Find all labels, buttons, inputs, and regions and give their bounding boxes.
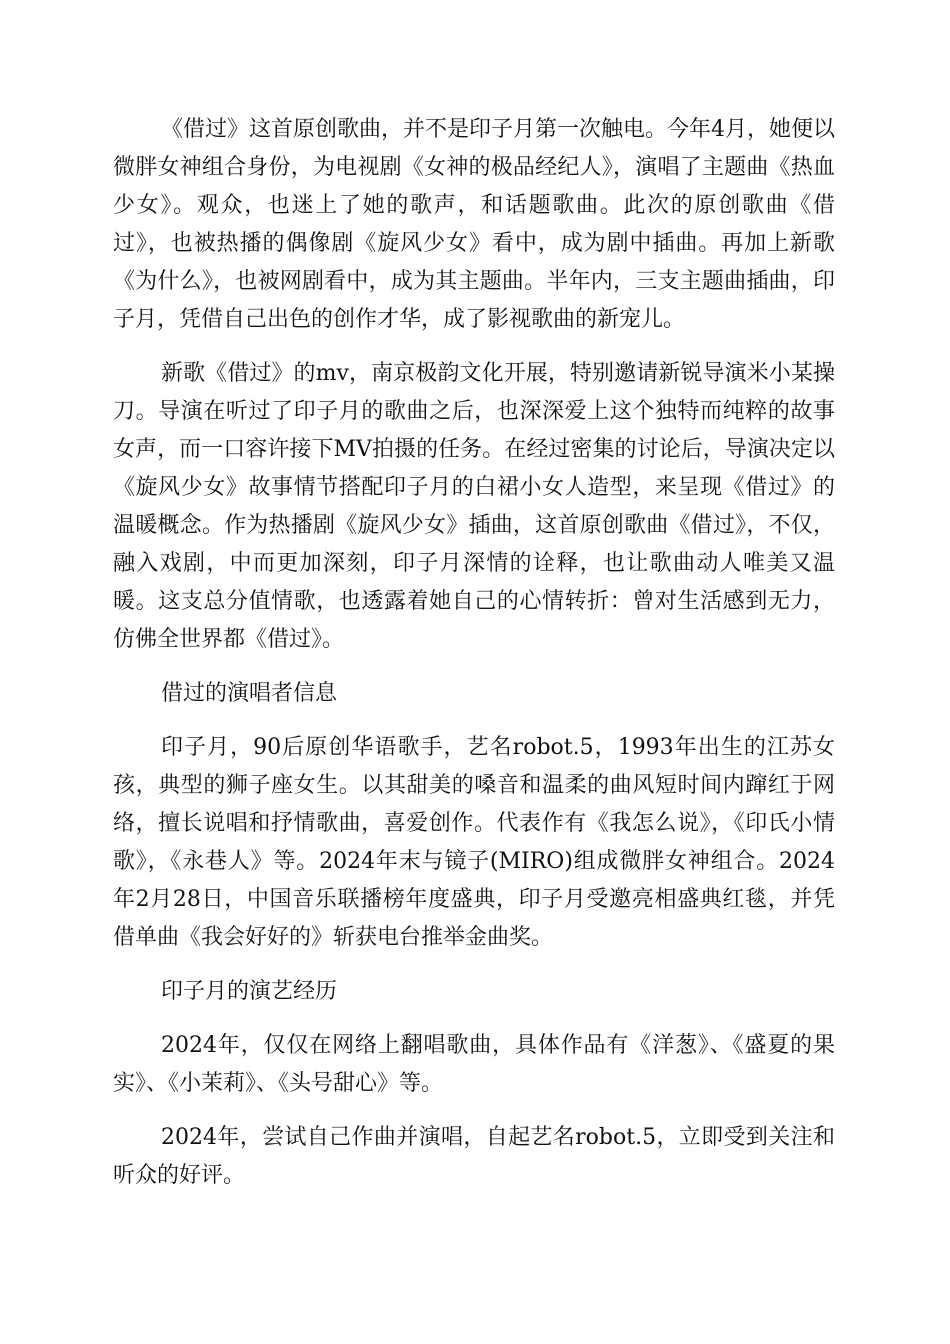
section-heading-career: 印子月的演艺经历 [161, 979, 338, 1004]
paragraph-career-covers: 2024年，仅仅在网络上翻唱歌曲，具体作品有《洋葱》、《盛夏的果实》、《小茉莉》、《头号甜心》等。 [113, 1033, 835, 1096]
paragraph-song-intro: 《借过》这首原创歌曲，并不是印子月第一次触电。今年4月，她便以微胖女神组合身份，为电视剧《女神的极品经纪人》，演唱了主题曲《热血少女》。观众，也迷上了她的歌声，和话题歌曲。此次的原创歌曲《借过》，也被热播的偶像剧《旋风少女》看中，成为剧中插曲。再加上新歌《为什么》，也被网剧看中，成为其主题曲。半年内，三支主题曲插曲，印子月，凭借自己出色的创作才华，成了影视歌曲的新宠儿。 [113, 117, 835, 332]
paragraph-mv-description: 新歌《借过》的mv，南京极韵文化开展，特别邀请新锐导演米小某操刀。导演在听过了印子月的歌曲之后，也深深爱上这个独特而纯粹的故事女声，而一口容许接下MV拍摄的任务。在经过密集的讨论后，导演决定以《旋风少女》故事情节搭配印子月的白裙小女人造型，来呈现《借过》的温暖概念。作为热播剧《旋风少女》插曲，这首原创歌曲《借过》，不仅，融入戏剧，中而更加深刻，印子月深情的诠释，也让歌曲动人唯美又温暖。这支总分值情歌，也透露着她自己的心情转折：曾对生活感到无力，仿佛全世界都《借过》。 [113, 361, 835, 652]
paragraph-singer-bio: 印子月，90后原创华语歌手，艺名robot.5，1993年出生的江苏女孩，典型的狮子座女生。以其甜美的嗓音和温柔的曲风短时间内蹿红于网络，擅长说唱和抒情歌曲，喜爱创作。代表作有《我怎么说》，《印氏小情歌》，《永巷人》等。2024年末与镜子(MIRO)组成微胖女神组合。2024年2月28日，中国音乐联播榜年度盛典，印子月受邀亮相盛典红毯，并凭借单曲《我会好好的》斩获电台推举金曲奖。 [113, 735, 835, 950]
paragraph-career-original: 2024年，尝试自己作曲并演唱，自起艺名robot.5，立即受到关注和听众的好评。 [113, 1125, 835, 1188]
section-heading-singer-info: 借过的演唱者信息 [161, 681, 338, 706]
document-page [113, 111, 835, 1211]
